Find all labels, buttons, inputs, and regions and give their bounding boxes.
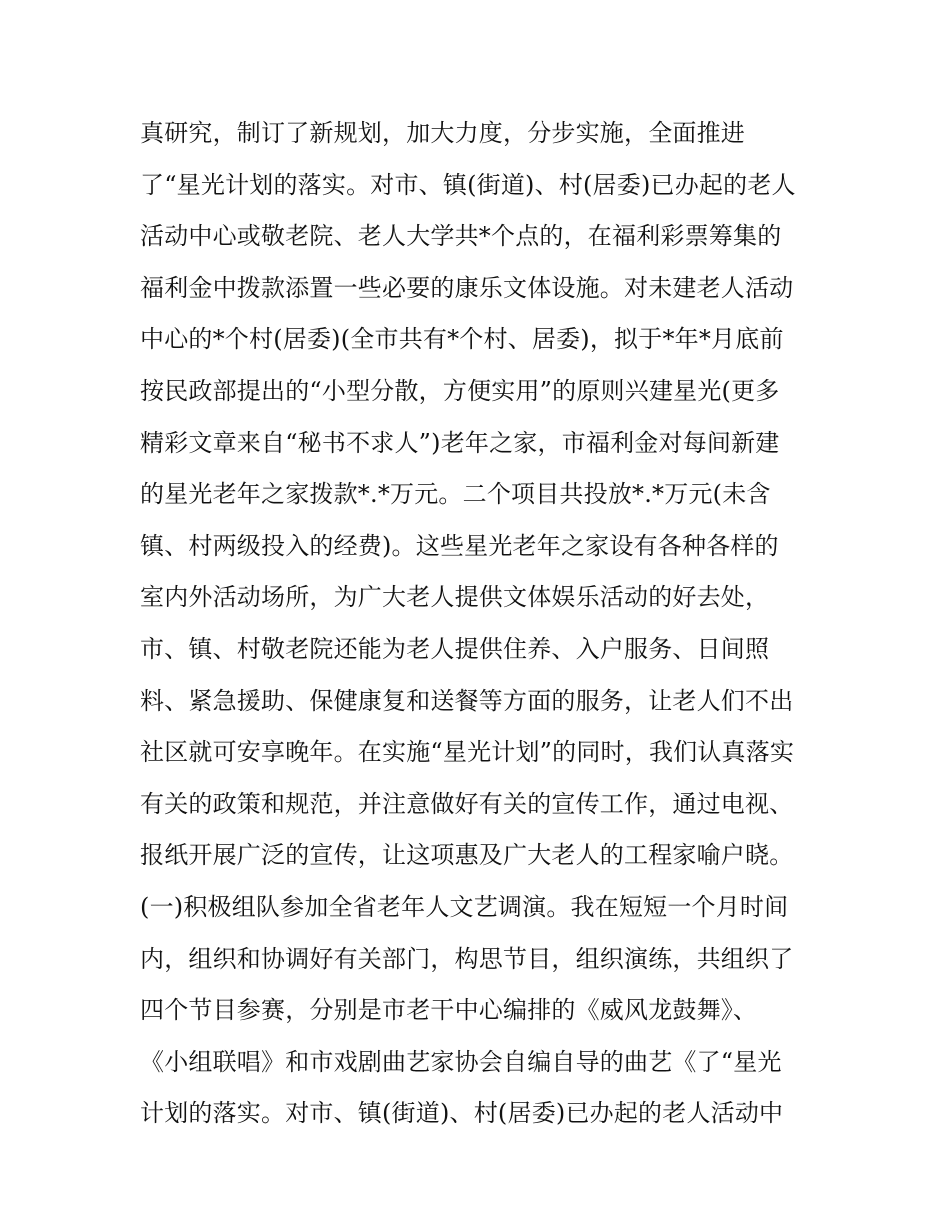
text-line: 镇、村两级投入的经费)。这些星光老年之家设有各种各样的 [140, 531, 779, 560]
text-line: 《小组联唱》和市戏剧曲艺家协会自编自导的曲艺《了“星光 [140, 1047, 782, 1076]
text-line: 的星光老年之家拨款*.*万元。二个项目共投放*.*万元(未含 [140, 480, 771, 509]
text-line: 报纸开展广泛的宣传，让这项惠及广大老人的工程家喻户晓。 [140, 841, 794, 870]
text-line: 计划的落实。对市、镇(街道)、村(居委)已办起的老人活动中 [140, 1099, 784, 1128]
text-line: 按民政部提出的“小型分散，方便实用”的原则兴建星光(更多 [140, 376, 780, 405]
text-line: 了“星光计划的落实。对市、镇(街道)、村(居委)已办起的老人 [140, 170, 796, 199]
text-line: 中心的*个村(居委)(全市共有*个村、居委)，拟于*年*月底前 [140, 325, 784, 354]
text-line: (一)积极组队参加全省老年人文艺调演。我在短短一个月时间 [140, 892, 789, 921]
text-line: 福利金中拨款添置一些必要的康乐文体设施。对未建老人活动 [140, 273, 794, 302]
text-line: 内，组织和协调好有关部门，构思节目，组织演练，共组织了 [140, 944, 794, 973]
text-line: 精彩文章来自“秘书不求人”)老年之家，市福利金对每间新建 [140, 428, 780, 457]
text-line: 料、紧急援助、保健康复和送餐等方面的服务，让老人们不出 [140, 686, 794, 715]
text-line: 活动中心或敬老院、老人大学共*个点的，在福利彩票筹集的 [140, 222, 782, 251]
text-line: 市、镇、村敬老院还能为老人提供住养、入户服务、日间照 [140, 634, 770, 663]
text-line: 社区就可安享晚年。在实施“星光计划”的同时，我们认真落实 [140, 738, 795, 767]
text-line: 真研究，制订了新规划，加大力度，分步实施，全面推进 [140, 119, 745, 147]
text-line: 有关的政策和规范，并注意做好有关的宣传工作，通过电视、 [140, 789, 794, 818]
text-line: 室内外活动场所，为广大老人提供文体娱乐活动的好去处， [140, 583, 770, 612]
body-text [140, 108, 820, 1140]
text-line: 四个节目参赛，分别是市老干中心编排的《威风龙鼓舞》、 [140, 996, 758, 1025]
